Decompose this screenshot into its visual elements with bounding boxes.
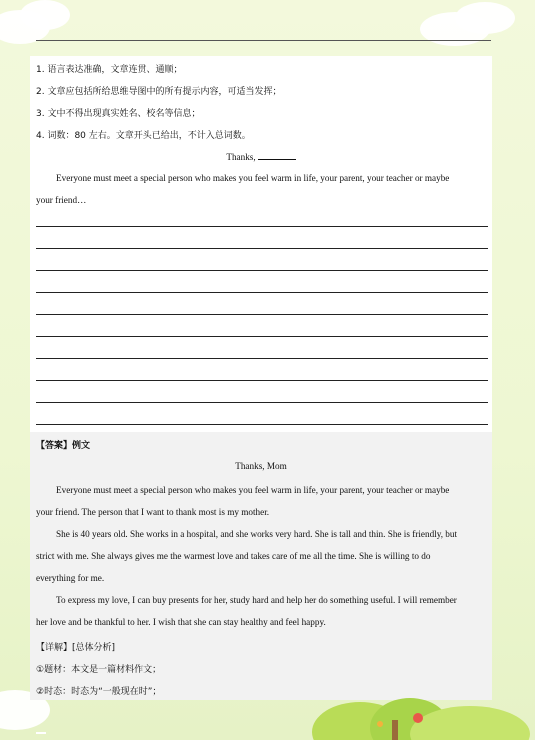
writing-line: [36, 226, 488, 227]
tree-decoration: [0, 690, 535, 740]
answer-label: 【答案】例文: [36, 441, 91, 451]
answer-line-1: Everyone must meet a special person who makes you feel warm in life, your parent, your teacher or maybe: [56, 485, 450, 495]
writing-line: [36, 270, 488, 271]
answer-line-5: everything for me.: [36, 573, 105, 583]
analysis-item-2: ②时态：时态为“一般现在时”；: [36, 687, 162, 697]
writing-line: [36, 336, 488, 337]
analysis-label: 【详解】[总体分析]: [36, 643, 116, 653]
document-sheet: [30, 56, 492, 700]
answer-title: Thanks, Mom: [235, 461, 287, 471]
title-blank: [258, 151, 296, 160]
writing-line: [36, 380, 488, 381]
writing-line: [36, 358, 488, 359]
writing-line: [36, 424, 488, 425]
requirement-2: 2. 文章应包括所给思维导图中的所有提示内容，可适当发挥；: [36, 87, 282, 97]
answer-line-7: her love and be thankful to her. I wish that she can stay healthy and feel happy.: [36, 617, 326, 627]
header-rule: [36, 40, 491, 41]
requirement-1: 1. 语言表达准确，文章连贯、通顺；: [36, 65, 183, 75]
answer-line-2: your friend. The person that I want to thank most is my mother.: [36, 507, 270, 517]
answer-panel: [30, 432, 492, 700]
prompt-title: Thanks,: [30, 151, 492, 162]
writing-line: [36, 292, 488, 293]
prompt-line-1: Everyone must meet a special person who makes you feel warm in life, your parent, your teacher or maybe: [56, 173, 450, 183]
writing-line: [36, 402, 488, 403]
prompt-line-2: your friend…: [36, 195, 87, 205]
requirement-3: 3. 文中不得出现真实姓名、校名等信息；: [36, 109, 201, 119]
writing-line: [36, 314, 488, 315]
cloud-decoration: [455, 2, 515, 34]
analysis-item-1: ①题材：本文是一篇材料作文；: [36, 665, 162, 675]
answer-line-4: strict with me. She always gives me the warmest love and takes care of me all the time. She is willing to do: [36, 551, 431, 561]
cloud-decoration: [20, 0, 70, 30]
answer-line-6: To express my love, I can buy presents for her, study hard and help her do something useful. I will remember: [56, 595, 457, 605]
answer-line-3: She is 40 years old. She works in a hospital, and she works very hard. She is tall and thin. She is friendly, but: [56, 529, 458, 539]
requirement-4: 4. 词数：80 左右。文章开头已给出，不计入总词数。: [36, 131, 251, 141]
writing-line: [36, 248, 488, 249]
